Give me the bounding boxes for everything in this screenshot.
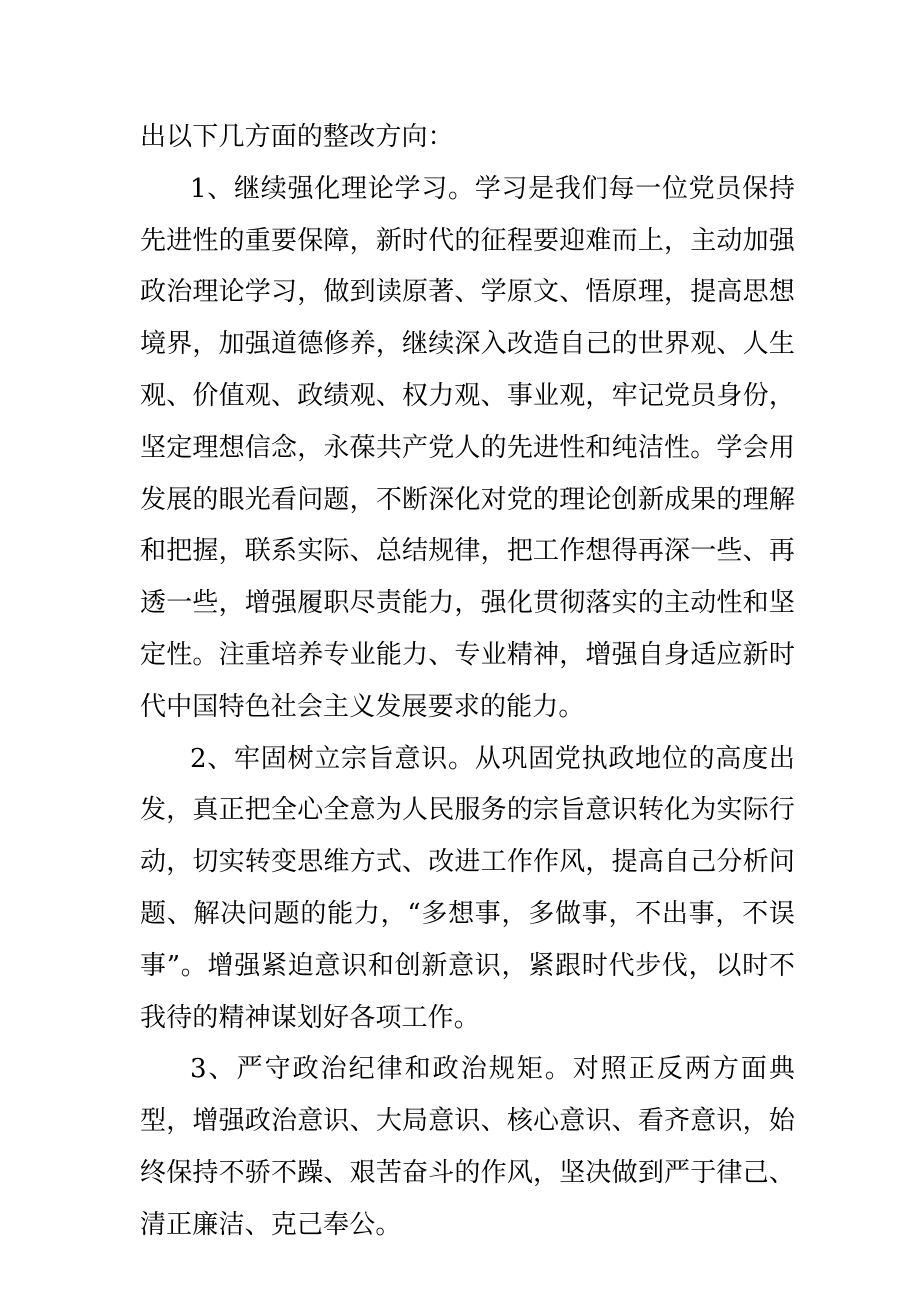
- paragraph-item-3: 3、严守政治纪律和政治规矩。对照正反两方面典型，增强政治意识、大局意识、核心意识、看齐意识，始终保持不骄不躁、艰苦奋斗的作风，坚决做到严于律己、清正廉洁、克己奉公。: [140, 1054, 795, 1240]
- paragraph-item-2: 2、牢固树立宗旨意识。从巩固党执政地位的高度出发，真正把全心全意为人民服务的宗旨意识转化为实际行动，切实转变思维方式、改进工作作风，提高自己分析问题、解决问题的能力，“多想事，多做事，不出事，不误事”。增强紧迫意识和创新意识，紧跟时代步伐，以时不我待的精神谋划好各项工作。: [140, 743, 795, 1033]
- paragraph-item-1: 1、继续强化理论学习。学习是我们每一位党员保持先进性的重要保障，新时代的征程要迎难而上，主动加强政治理论学习，做到读原著、学原文、悟原理，提高思想境界，加强道德修养，继续深入改造自己的世界观、人生观、价值观、政绩观、权力观、事业观，牢记党员身份，坚定理想信念，永葆共产党人的先进性和纯洁性。学会用发展的眼光看问题，不断深化对党的理论创新成果的理解和把握，联系实际、总结规律，把工作想得再深一些、再透一些，增强履职尽责能力，强化贯彻落实的主动性和坚定性。注重培养专业能力、专业精神，增强自身适应新时代中国特色社会主义发展要求的能力。: [140, 173, 795, 722]
- document-body: [140, 112, 795, 1252]
- paragraph-intro-fragment: 出以下几方面的整改方向：: [140, 122, 454, 152]
